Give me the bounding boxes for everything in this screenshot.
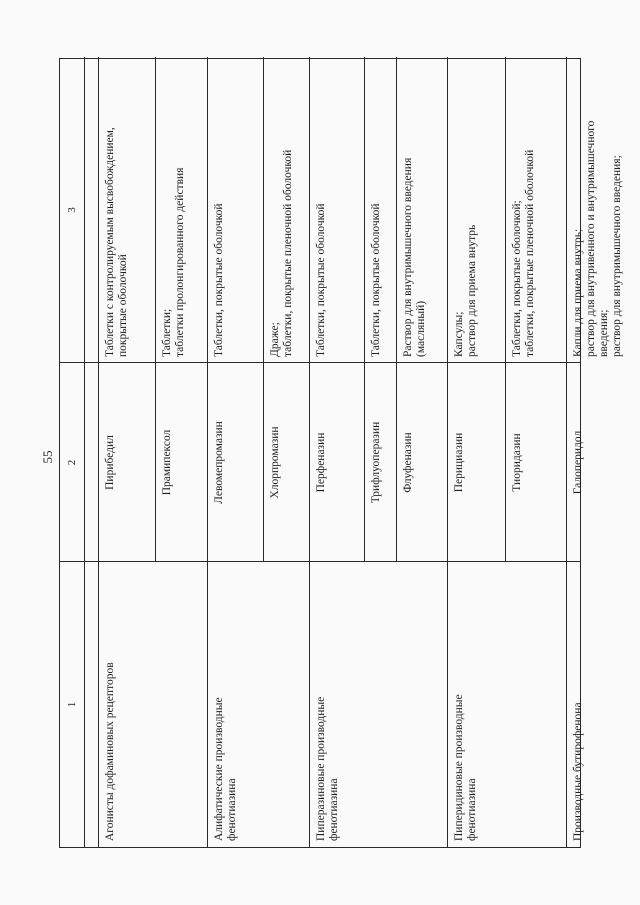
drug-name: Пирибедил [104,435,116,490]
group-name-line: Алифатические производные [213,697,225,841]
dosage-forms-cell [402,57,428,363]
row-divider [207,57,208,847]
dosage-form-line: Капсулы; [453,311,465,357]
page-number: 55 [40,450,55,464]
group-name-line: Пиперидиновые производные [453,694,465,841]
drug-name: Перициазин [453,432,465,493]
dosage-form-line: Драже; [269,322,281,357]
group-name-line: фенотиазина [328,778,340,841]
row-divider [566,57,567,847]
drug-name: Левомепромазин [213,421,225,504]
drug-name: Хлорпромазин [269,426,281,499]
row-divider [263,57,264,562]
dosage-forms-cell [315,57,328,363]
group-cell [572,562,585,847]
dosage-form-line: Таблетки, покрытые оболочкой [370,203,382,357]
row-divider [505,57,506,562]
group-name-line: Пиперазиновые производные [315,696,327,841]
drug-name: Тиоридазин [511,433,523,492]
dosage-form-line: введения; [598,309,610,357]
group-name-line: фенотиазина [466,778,478,841]
dosage-forms-cell [370,57,383,363]
dosage-form-line: покрытые оболочкой [117,254,129,357]
dosage-form-line: таблетки, покрытые пленочной оболочкой [524,149,536,357]
group-name-line: Агонисты дофаминовых рецепторов [104,662,116,841]
dosage-form-line: (масляный) [415,300,427,357]
dosage-form-line: Таблетки; [161,308,173,357]
dosage-forms-cell [161,57,187,363]
column-number-2: 2 [60,363,85,562]
dosage-form-line: раствор для внутривенного и внутримышечного [585,120,597,357]
drug-name: Перфеназин [315,432,327,493]
group-name-line: Производные бутирофенона [572,702,584,841]
dosage-forms-cell [572,57,624,363]
row-divider [447,57,448,847]
dosage-form-line: Таблетки, покрытые оболочкой [315,203,327,357]
drug-name: Прамипексол [161,429,173,496]
dosage-form-line: таблетки, покрытые пленочной оболочкой [282,149,294,357]
dosage-form-line: Капли для приема внутрь; [572,228,584,357]
row-divider [364,57,365,562]
group-cell [453,562,479,847]
dosage-forms-cell [269,57,295,363]
drug-table [59,58,623,848]
row-divider [396,57,397,562]
dosage-forms-cell [213,57,226,363]
dosage-form-line: таблетки пролонгированного действия [174,167,186,357]
group-cell [104,562,117,847]
dosage-form-line: раствор для приема внутрь [466,224,478,357]
dosage-form-line: Раствор для внутримышечного введения [402,157,414,357]
dosage-form-line: Таблетки, покрытые оболочкой [213,203,225,357]
row-divider [309,57,310,847]
group-name-line: фенотиазина [226,778,238,841]
dosage-forms-cell [104,57,130,363]
column-number-3: 3 [60,57,85,363]
dosage-form-line: раствор для внутримышечного введения; [611,155,623,357]
drug-name: Флуфеназин [402,432,414,493]
group-cell [213,562,239,847]
row-divider [155,57,156,562]
dosage-forms-cell [453,57,479,363]
drug-name: Трифлуоперазин [370,421,382,504]
dosage-forms-cell [511,57,537,363]
group-cell [315,562,341,847]
drug-name: Галоперидол [572,430,584,495]
row-divider [98,57,99,847]
column-number-1: 1 [60,562,85,847]
dosage-form-line: Таблетки с контролируемым высвобождением, [104,127,116,357]
dosage-form-line: Таблетки, покрытые оболочкой; [511,200,523,357]
